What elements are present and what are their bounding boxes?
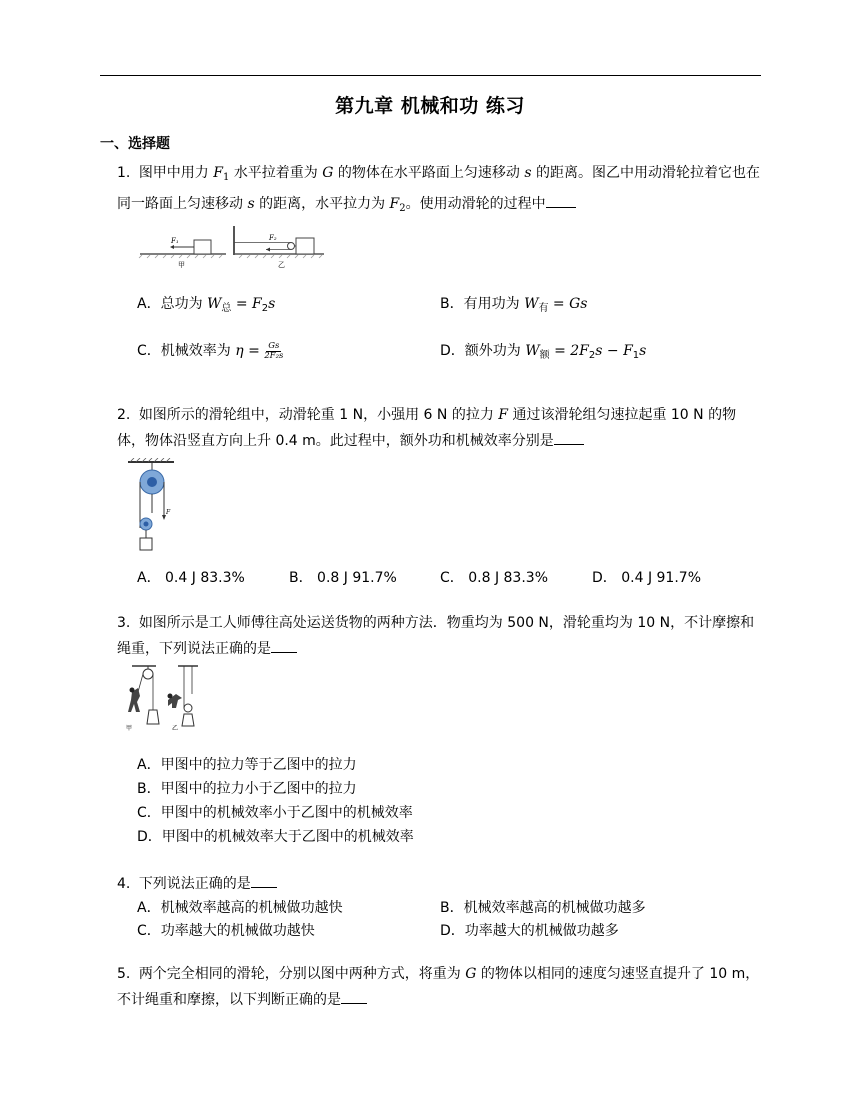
q3-option-d[interactable]: D．甲图中的机械效率大于乙图中的机械效率 [137, 829, 414, 845]
figure-label-yi: 乙 [172, 725, 179, 732]
q2-option-d[interactable]: D． 0.4 J 91.7% [592, 570, 701, 586]
answer-blank [271, 638, 297, 653]
header-rule [100, 75, 761, 76]
fraction: $\frac{Gs}{\text{2F₂s}}$ [264, 340, 284, 361]
question-number: 4. [117, 876, 131, 892]
figure-jia [139, 237, 226, 269]
figure-label-F2: F₂ [269, 234, 277, 242]
figure-label-F1: F₁ [171, 237, 179, 245]
q1-option-d[interactable]: D．额外功为 $W_额 = 2F_2s - F_1s$ [440, 343, 647, 361]
answer-blank [546, 193, 576, 208]
question-number: 1. [117, 165, 131, 181]
q1-figure [138, 224, 328, 270]
q3-option-a[interactable]: A．甲图中的拉力等于乙图中的拉力 [137, 757, 357, 773]
q2-option-c[interactable]: C． 0.8 J 83.3% [440, 570, 548, 586]
question-2: 2. 如图所示的滑轮组中，动滑轮重 1 N，小强用 6 N 的拉力 F 通过该滑轮组匀速拉起重 10 N 的物体，物体沿竖直方向上升 0.4 m。此过程中，额外功和机械效率分别是 [117, 407, 737, 449]
answer-blank [251, 873, 277, 888]
question-3: 3. 如图所示是工人师傅往高处运送货物的两种方法．物重均为 500 N，滑轮重均为 10 N，不计摩擦和绳重，下列说法正确的是 [117, 615, 755, 657]
q3-option-c[interactable]: C．甲图中的机械效率小于乙图中的机械效率 [137, 805, 413, 821]
q2-option-a[interactable]: A． 0.4 J 83.3% [137, 570, 245, 586]
q1-option-b[interactable]: B．有用功为 $W_有 = Gs$ [440, 296, 588, 314]
question-4: 4. 下列说法正确的是 [117, 871, 762, 897]
q1-option-c[interactable]: C．机械效率为 η = $\frac{Gs}{\text{2F₂s}}$ [137, 340, 284, 361]
figure-label-jia: 甲 [178, 261, 185, 269]
question-1: 1. 图甲中用力 $F_1$ 水平拉着重为 G 的物体在水平路面上匀速移动 s 的距离。图乙中用动滑轮拉着它也在同一路面上匀速移动 s 的距离，水平拉力为 $F_2$。使用动滑轮的过程中 [117, 165, 760, 214]
figure-label-jia: 甲 [126, 725, 133, 732]
q3-figure [120, 664, 200, 736]
answer-blank [554, 430, 584, 445]
q2-option-b[interactable]: B． 0.8 J 91.7% [289, 570, 397, 586]
figure-yi [168, 666, 199, 732]
q2-figure [126, 458, 178, 554]
question-number: 3. [117, 615, 131, 631]
q4-option-a[interactable]: A．机械效率越高的机械做功越快 [137, 900, 343, 916]
figure-yi [234, 226, 324, 269]
figure-label-yi: 乙 [278, 261, 285, 269]
q4-option-c[interactable]: C．功率越大的机械做功越快 [137, 923, 315, 939]
q4-option-b[interactable]: B．机械效率越高的机械做功越多 [440, 900, 646, 916]
figure-jia [126, 666, 159, 732]
question-number: 5. [117, 966, 131, 982]
answer-blank [341, 989, 367, 1004]
q3-option-b[interactable]: B．甲图中的拉力小于乙图中的拉力 [137, 781, 357, 797]
question-number: 2. [117, 407, 131, 423]
figure-label-F: F [166, 509, 171, 516]
section-heading: 一、选择题 [100, 136, 170, 152]
question-5: 5. 两个完全相同的滑轮，分别以图中两种方式，将重为 G 的物体以相同的速度匀速竖直提升了 10 m，不计绳重和摩擦，以下判断正确的是 [117, 966, 760, 1008]
q1-option-a[interactable]: A．总功为 $W_总 = F_2s$ [137, 296, 276, 314]
page-title: 第九章 机械和功 练习 [335, 95, 525, 117]
q4-option-d[interactable]: D．功率越大的机械做功越多 [440, 923, 619, 939]
